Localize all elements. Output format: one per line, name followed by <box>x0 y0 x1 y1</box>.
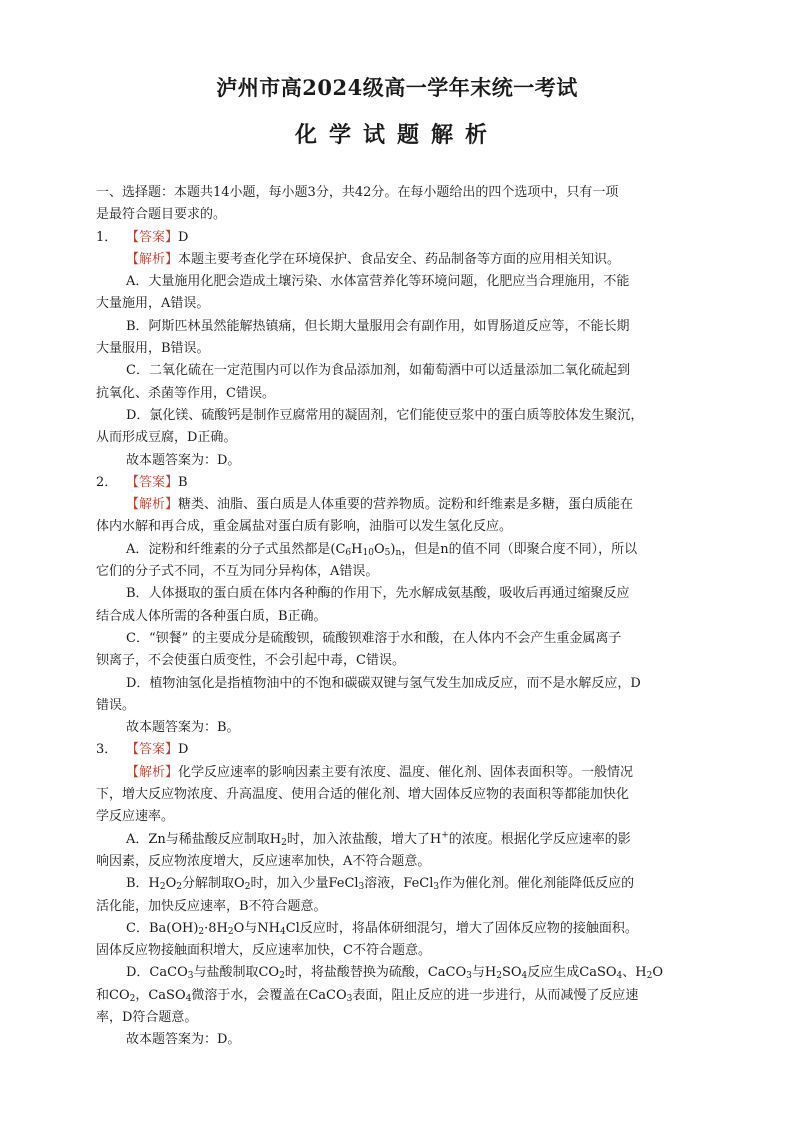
subscript: 2 <box>244 882 251 893</box>
text: 的浓度。根据化学反应速率的影 <box>448 831 631 847</box>
exam-title: 泸州市高2024级高一学年末统一考试 <box>216 75 578 100</box>
q2-option-a <box>96 539 700 561</box>
text: C．Ba(OH) <box>126 920 199 936</box>
text: ·8H <box>204 920 228 936</box>
text: 时，将盐酸替换为硫酸，CaCO <box>284 965 467 981</box>
analysis-tag: 【解析】 <box>126 251 179 267</box>
q1-option-a: A．大量施用化肥会造成土壤污染、水体富营养化等环境问题，化肥应当合理施用，不能 <box>126 274 630 290</box>
q1-answer-line <box>96 227 700 249</box>
q1-option-d: D．氯化镁、硫酸钙是制作豆腐常用的凝固剂，它们能使豆浆中的蛋白质等胶体发生聚沉， <box>126 407 644 423</box>
q2-option-c-cont: 钡离子，不会使蛋白质变性，不会引起中毒，C错误。 <box>96 653 405 669</box>
q1-option-c-cont: 抗氧化、杀菌等作用，C错误。 <box>96 385 275 401</box>
q3-number: 3． <box>96 742 118 758</box>
text: 时，加入少量FeCl <box>250 876 359 892</box>
text: O <box>652 965 663 981</box>
text: 与盐酸制取CO <box>193 965 280 981</box>
q1-analysis <box>96 249 700 271</box>
q3-option-c-cont: 固体反应物接触面积增大，反应速率加快，C不符合题意。 <box>96 943 431 959</box>
text: O <box>373 541 385 557</box>
q3-option-a-cont: 响因素，反应物浓度增大，反应速率加快，A不符合题意。 <box>96 853 431 869</box>
subscript: 5 <box>384 547 391 558</box>
q3-answer: D <box>178 742 189 758</box>
text: 、H <box>622 965 647 981</box>
q3-option-d-cont-2: 率，D符合题意。 <box>96 1009 198 1025</box>
subscript: 4 <box>616 971 623 982</box>
text: A．淀粉和纤维素的分子式虽然都是(C <box>126 541 346 557</box>
q1-analysis-text: 本题主要考查化学在环境保护、食品安全、药品制备等方面的应用相关知识。 <box>178 251 621 267</box>
text: B．H <box>126 876 160 892</box>
subscript: 3 <box>346 993 353 1004</box>
subscript: 4 <box>521 971 528 982</box>
subscript: 2 <box>281 837 287 848</box>
subscript: 2 <box>129 993 136 1004</box>
q1-option-c: C．二氧化硫在一定范围内可以作为食品添加剂，如葡萄酒中可以适量添加二氧化硫起到 <box>126 363 630 379</box>
analysis-tag: 【解析】 <box>126 764 179 780</box>
q2-analysis-cont: 体内水解和再合成，重金属盐对蛋白质有影响，油脂可以发生氢化反应。 <box>96 519 513 535</box>
q1-conclusion: 故本题答案为：D。 <box>126 452 241 468</box>
text: 时，加入浓盐酸，增大了H <box>286 831 442 847</box>
q2-option-a-cont: 它们的分子式不同，不互为同分异构体，A错误。 <box>96 564 379 580</box>
q1-answer: D <box>178 229 189 245</box>
q3-answer-line <box>96 739 700 761</box>
text: A．Zn与稀盐酸反应制取H <box>126 831 282 847</box>
text: 反应生成CaSO <box>527 965 617 981</box>
answer-body <box>96 182 700 1052</box>
text: 微溶于水，会覆盖在CaCO <box>191 987 347 1003</box>
subscript: 3 <box>466 971 472 982</box>
text: 作为催化剂。催化剂能降低反应的 <box>439 876 635 892</box>
q1-option-b: B．阿斯匹林虽然能解热镇痛，但长期大量服用会有副作用，如胃肠道反应等，不能长期 <box>126 318 630 334</box>
q3-option-d <box>96 962 700 984</box>
q3-option-b <box>96 873 700 895</box>
text: O与NH <box>233 920 280 936</box>
answer-tag: 【答案】 <box>126 229 179 245</box>
analysis-tag: 【解析】 <box>126 497 179 513</box>
text: 与H <box>471 965 497 981</box>
text: 溶液，FeCl <box>364 876 434 892</box>
subscript: n <box>395 547 402 558</box>
q2-conclusion: 故本题答案为：B。 <box>126 720 240 736</box>
q2-option-b: B．人体摄取的蛋白质在体内各种酶的作用下，先水解成氨基酸，吸收后再通过缩聚反应 <box>126 586 630 602</box>
q2-option-d: D．植物油氢化是指植物油中的不饱和碳碳双键与氢气发生加成反应，而不是水解反应，D <box>126 675 641 691</box>
subscript: 3 <box>433 882 440 893</box>
q1-option-d-cont: 从而形成豆腐，D正确。 <box>96 430 237 446</box>
text: 和CO <box>96 987 130 1003</box>
q2-answer-line <box>96 472 700 494</box>
text: ) <box>390 541 396 557</box>
q1-option-a-cont: 大量施用，A错误。 <box>96 296 210 312</box>
subscript: 3 <box>187 971 194 982</box>
text: Cl反应时，将晶体研细混匀，增大了固体反应物的接触面积。 <box>285 920 638 936</box>
text: ，CaSO <box>135 987 186 1003</box>
q3-option-b-cont: 活化能，加快反应速率，B不符合题意。 <box>96 898 327 914</box>
subscript: 2 <box>176 882 183 893</box>
q2-option-d-cont: 错误。 <box>96 697 136 713</box>
subscript: 2 <box>646 971 653 982</box>
q2-answer: B <box>178 474 188 490</box>
text: ，但是n的值不同（即聚合度不同），所以 <box>401 541 638 557</box>
subscript: 2 <box>496 971 502 982</box>
subscript: 2 <box>279 971 285 982</box>
text: SO <box>501 965 522 981</box>
section-intro-line-1: 一、选择题：本题共14小题，每小题3分，共42分。在每小题给出的四个选项中，只有一项 <box>96 185 619 200</box>
q3-option-c <box>96 918 700 940</box>
q2-option-b-cont: 结合成人体所需的各种蛋白质，B正确。 <box>96 608 327 624</box>
q3-analysis-cont-2: 学反应速率。 <box>96 809 175 825</box>
answer-tag: 【答案】 <box>126 742 179 758</box>
subscript: 2 <box>159 882 166 893</box>
answer-tag: 【答案】 <box>126 474 179 490</box>
text: D．CaCO <box>126 965 188 981</box>
text: O <box>165 876 177 892</box>
q2-number: 2． <box>96 474 118 490</box>
superscript: + <box>441 830 449 841</box>
text: 表面，阻止反应的进一步进行，从而减慢了反应速 <box>352 987 639 1003</box>
q3-conclusion: 故本题答案为：D。 <box>126 1032 241 1048</box>
subscript: 4 <box>185 993 192 1004</box>
text: H <box>351 541 363 557</box>
subscript: 2 <box>198 926 205 937</box>
q3-option-d-cont <box>96 985 700 1007</box>
q3-option-a <box>96 829 700 851</box>
subscript: 6 <box>345 547 352 558</box>
text: 分解制取O <box>182 876 245 892</box>
subscript: 2 <box>227 926 234 937</box>
q2-option-c: C．“钡餐” 的主要成分是硫酸钡，硫酸钡难溶于水和酸，在人体内不会产生重金属离子 <box>126 630 622 646</box>
subscript: 10 <box>362 547 374 558</box>
q3-analysis-text: 化学反应速率的影响因素主要有浓度、温度、催化剂、固体表面积等。一般情况 <box>178 764 634 780</box>
q2-analysis-text: 糖类、油脂、蛋白质是人体重要的营养物质。淀粉和纤维素是多糖，蛋白质能在 <box>178 497 634 513</box>
q1-option-b-cont: 大量服用，B错误。 <box>96 341 210 357</box>
q2-analysis <box>96 494 700 516</box>
q3-analysis <box>96 762 700 784</box>
q1-number: 1． <box>96 229 118 245</box>
subscript: 3 <box>358 882 365 893</box>
section-intro-line-2: 是最符合题目要求的。 <box>96 207 227 223</box>
q3-analysis-cont: 下，增大反应物浓度、升高温度、使用合适的催化剂、增大固体反应物的表面积等都能加快化 <box>96 787 630 803</box>
exam-subtitle: 化学试题解析 <box>294 123 499 148</box>
subscript: 4 <box>279 926 286 937</box>
